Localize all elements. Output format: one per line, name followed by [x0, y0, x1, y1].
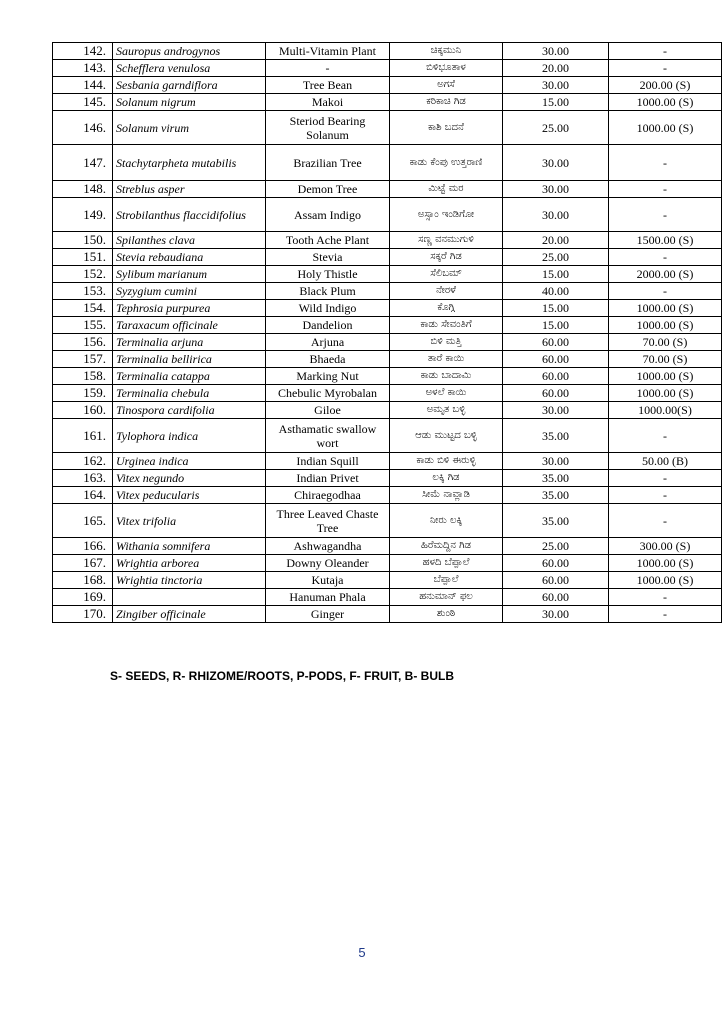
kannada-name: ಚಿಕ್ಕಮುನಿ — [390, 43, 503, 60]
table-row — [53, 334, 722, 351]
common-name: - — [266, 60, 390, 77]
plant-price: 35.00 — [503, 504, 609, 538]
plant-price: 15.00 — [503, 317, 609, 334]
botanical-name: Vitex negundo — [113, 470, 266, 487]
kannada-name: ಸೀಮೆ ನಾವ್ಲಾಡಿ — [390, 487, 503, 504]
row-number: 167. — [53, 555, 113, 572]
plant-price-table — [52, 42, 722, 623]
seed-price: - — [609, 470, 722, 487]
kannada-name: ಅಸ್ಸಾಂ ಇಂಡಿಗೋ — [390, 198, 503, 232]
table-row — [53, 572, 722, 589]
seed-price: 1000.00 (S) — [609, 94, 722, 111]
table-row — [53, 368, 722, 385]
common-name: Demon Tree — [266, 181, 390, 198]
plant-price: 25.00 — [503, 111, 609, 145]
seed-price: 300.00 (S) — [609, 538, 722, 555]
row-number: 151. — [53, 249, 113, 266]
kannada-name: ಕಾಡು ಕೆಂಪು ಉತ್ತರಾಣಿ — [390, 145, 503, 181]
plant-price: 30.00 — [503, 453, 609, 470]
botanical-name: Strobilanthus flaccidifolius — [113, 198, 266, 232]
plant-table-body — [53, 43, 722, 623]
botanical-name: Vitex peducularis — [113, 487, 266, 504]
botanical-name: Solanum nigrum — [113, 94, 266, 111]
botanical-name: Tylophora indica — [113, 419, 266, 453]
table-row — [53, 77, 722, 94]
kannada-name: ಲಕ್ಕಿ ಗಿಡ — [390, 470, 503, 487]
table-row — [53, 300, 722, 317]
table-row — [53, 385, 722, 402]
botanical-name: Syzygium cumini — [113, 283, 266, 300]
plant-price: 20.00 — [503, 60, 609, 77]
table-row — [53, 351, 722, 368]
common-name: Indian Squill — [266, 453, 390, 470]
row-number: 150. — [53, 232, 113, 249]
kannada-name: ಬಿಳಿ ಮತ್ತಿ — [390, 334, 503, 351]
kannada-name: ಆಡು ಮುಟ್ಟದ ಬಳ್ಳಿ — [390, 419, 503, 453]
plant-price: 60.00 — [503, 589, 609, 606]
kannada-name: ಕೊಗ್ಗಿ — [390, 300, 503, 317]
common-name: Hanuman Phala — [266, 589, 390, 606]
plant-price: 60.00 — [503, 555, 609, 572]
common-name: Dandelion — [266, 317, 390, 334]
kannada-name: ಕರಿಕಾಚಿ ಗಿಡ — [390, 94, 503, 111]
row-number: 166. — [53, 538, 113, 555]
botanical-name: Sesbania garndiflora — [113, 77, 266, 94]
table-row — [53, 538, 722, 555]
seed-price: 1000.00 (S) — [609, 368, 722, 385]
table-row — [53, 145, 722, 181]
common-name: Tooth Ache Plant — [266, 232, 390, 249]
botanical-name: Stevia rebaudiana — [113, 249, 266, 266]
table-row — [53, 487, 722, 504]
row-number: 163. — [53, 470, 113, 487]
common-name: Multi-Vitamin Plant — [266, 43, 390, 60]
botanical-name: Stachytarpheta mutabilis — [113, 145, 266, 181]
plant-price: 35.00 — [503, 487, 609, 504]
kannada-name: ಮಿಟ್ಟೆ ಮರ — [390, 181, 503, 198]
row-number: 155. — [53, 317, 113, 334]
table-row — [53, 232, 722, 249]
plant-price: 15.00 — [503, 300, 609, 317]
seed-price: - — [609, 60, 722, 77]
plant-price: 30.00 — [503, 181, 609, 198]
plant-price: 30.00 — [503, 606, 609, 623]
plant-price: 20.00 — [503, 232, 609, 249]
plant-price: 25.00 — [503, 249, 609, 266]
seed-price: 1000.00(S) — [609, 402, 722, 419]
plant-price: 40.00 — [503, 283, 609, 300]
row-number: 152. — [53, 266, 113, 283]
table-row — [53, 589, 722, 606]
table-row — [53, 198, 722, 232]
seed-price: 1000.00 (S) — [609, 385, 722, 402]
common-name: Ginger — [266, 606, 390, 623]
seed-price: 1500.00 (S) — [609, 232, 722, 249]
row-number: 142. — [53, 43, 113, 60]
kannada-name: ಹನುಮಾನ್ ಫಲ — [390, 589, 503, 606]
table-row — [53, 249, 722, 266]
kannada-name: ಕಾಶಿ ಬದನೆ — [390, 111, 503, 145]
common-name: Chiraegodhaa — [266, 487, 390, 504]
botanical-name: Wrightia arborea — [113, 555, 266, 572]
row-number: 154. — [53, 300, 113, 317]
plant-price: 60.00 — [503, 385, 609, 402]
kannada-name: ಅಮೃತ ಬಳ್ಳಿ — [390, 402, 503, 419]
table-row — [53, 419, 722, 453]
common-name: Arjuna — [266, 334, 390, 351]
table-row — [53, 111, 722, 145]
common-name: Holy Thistle — [266, 266, 390, 283]
seed-price: 2000.00 (S) — [609, 266, 722, 283]
row-number: 158. — [53, 368, 113, 385]
common-name: Three Leaved Chaste Tree — [266, 504, 390, 538]
seed-price: - — [609, 606, 722, 623]
kannada-name: ಅಗಸೆ — [390, 77, 503, 94]
row-number: 144. — [53, 77, 113, 94]
botanical-name: Sauropus androgynos — [113, 43, 266, 60]
common-name: Black Plum — [266, 283, 390, 300]
seed-price: 1000.00 (S) — [609, 300, 722, 317]
row-number: 156. — [53, 334, 113, 351]
kannada-name: ಹಳದಿ ಬೆಪ್ಪಾಲೆ — [390, 555, 503, 572]
plant-price: 15.00 — [503, 94, 609, 111]
common-name: Wild Indigo — [266, 300, 390, 317]
common-name: Downy Oleander — [266, 555, 390, 572]
common-name: Ashwagandha — [266, 538, 390, 555]
botanical-name: Terminalia chebula — [113, 385, 266, 402]
plant-price: 25.00 — [503, 538, 609, 555]
table-row — [53, 181, 722, 198]
table-row — [53, 43, 722, 60]
plant-price: 30.00 — [503, 43, 609, 60]
seed-price: - — [609, 249, 722, 266]
row-number: 157. — [53, 351, 113, 368]
kannada-name: ಕಾಡು ಬಾದಾಮಿ — [390, 368, 503, 385]
common-name: Brazilian Tree — [266, 145, 390, 181]
botanical-name: Taraxacum officinale — [113, 317, 266, 334]
row-number: 160. — [53, 402, 113, 419]
page-number: 5 — [358, 945, 366, 960]
row-number: 149. — [53, 198, 113, 232]
kannada-name: ಸಕ್ಕರೆ ಗಿಡ — [390, 249, 503, 266]
botanical-name: Terminalia catappa — [113, 368, 266, 385]
plant-price: 35.00 — [503, 470, 609, 487]
kannada-name: ಕಾಡು ಸೇವಂತಿಗೆ — [390, 317, 503, 334]
row-number: 153. — [53, 283, 113, 300]
botanical-name: Terminalia arjuna — [113, 334, 266, 351]
seed-price: - — [609, 198, 722, 232]
botanical-name: Terminalia bellirica — [113, 351, 266, 368]
row-number: 146. — [53, 111, 113, 145]
table-row — [53, 60, 722, 77]
common-name: Indian Privet — [266, 470, 390, 487]
plant-price: 30.00 — [503, 77, 609, 94]
kannada-name: ಬೆಪ್ಪಾಲೆ — [390, 572, 503, 589]
seed-price: 200.00 (S) — [609, 77, 722, 94]
common-name: Tree Bean — [266, 77, 390, 94]
row-number: 148. — [53, 181, 113, 198]
table-row — [53, 555, 722, 572]
seed-price: 70.00 (S) — [609, 351, 722, 368]
table-row — [53, 94, 722, 111]
common-name: Kutaja — [266, 572, 390, 589]
plant-price: 30.00 — [503, 402, 609, 419]
table-row — [53, 317, 722, 334]
table-row — [53, 283, 722, 300]
seed-price: - — [609, 419, 722, 453]
botanical-name: Sylibum marianum — [113, 266, 266, 283]
row-number: 145. — [53, 94, 113, 111]
row-number: 165. — [53, 504, 113, 538]
common-name: Assam Indigo — [266, 198, 390, 232]
kannada-name: ಕಾಡು ಬಿಳಿ ಈರುಳ್ಳಿ — [390, 453, 503, 470]
kannada-name: ಸೆಲಿಬಮ್ — [390, 266, 503, 283]
common-name: Asthamatic swallow wort — [266, 419, 390, 453]
kannada-name: ಬಿಳಿಭೂತಾಳ — [390, 60, 503, 77]
table-row — [53, 470, 722, 487]
kannada-name: ಹಿರೆಮದ್ದಿನ ಗಿಡ — [390, 538, 503, 555]
row-number: 147. — [53, 145, 113, 181]
common-name: Steriod Bearing Solanum — [266, 111, 390, 145]
botanical-name — [113, 589, 266, 606]
botanical-name: Tephrosia purpurea — [113, 300, 266, 317]
botanical-name: Spilanthes clava — [113, 232, 266, 249]
botanical-name: Solanum virum — [113, 111, 266, 145]
plant-price: 30.00 — [503, 198, 609, 232]
kannada-name: ತಾರೆ ಕಾಯಿ — [390, 351, 503, 368]
kannada-name: ಅಳಲೆ ಕಾಯಿ — [390, 385, 503, 402]
seed-price: 70.00 (S) — [609, 334, 722, 351]
plant-price: 60.00 — [503, 368, 609, 385]
seed-price: 50.00 (B) — [609, 453, 722, 470]
kannada-name: ನೀರು ಲಕ್ಕಿ — [390, 504, 503, 538]
common-name: Giloe — [266, 402, 390, 419]
legend-footnote: S- SEEDS, R- RHIZOME/ROOTS, P-PODS, F- FRUIT, B- BULB — [110, 669, 455, 683]
kannada-name: ಶುಂಠಿ — [390, 606, 503, 623]
table-row — [53, 606, 722, 623]
plant-price: 15.00 — [503, 266, 609, 283]
row-number: 168. — [53, 572, 113, 589]
seed-price: - — [609, 145, 722, 181]
table-row — [53, 402, 722, 419]
common-name: Marking Nut — [266, 368, 390, 385]
row-number: 143. — [53, 60, 113, 77]
botanical-name: Urginea indica — [113, 453, 266, 470]
plant-price: 30.00 — [503, 145, 609, 181]
table-row — [53, 266, 722, 283]
botanical-name: Zingiber officinale — [113, 606, 266, 623]
seed-price: 1000.00 (S) — [609, 111, 722, 145]
kannada-name: ನೇರಳೆ — [390, 283, 503, 300]
row-number: 162. — [53, 453, 113, 470]
seed-price: - — [609, 589, 722, 606]
botanical-name: Schefflera venulosa — [113, 60, 266, 77]
row-number: 159. — [53, 385, 113, 402]
table-row — [53, 504, 722, 538]
seed-price: - — [609, 487, 722, 504]
seed-price: - — [609, 181, 722, 198]
seed-price: - — [609, 283, 722, 300]
botanical-name: Withania somnifera — [113, 538, 266, 555]
row-number: 164. — [53, 487, 113, 504]
plant-price: 60.00 — [503, 351, 609, 368]
seed-price: - — [609, 43, 722, 60]
seed-price: 1000.00 (S) — [609, 572, 722, 589]
plant-price: 35.00 — [503, 419, 609, 453]
common-name: Bhaeda — [266, 351, 390, 368]
seed-price: 1000.00 (S) — [609, 555, 722, 572]
botanical-name: Wrightia tinctoria — [113, 572, 266, 589]
common-name: Chebulic Myrobalan — [266, 385, 390, 402]
botanical-name: Vitex trifolia — [113, 504, 266, 538]
kannada-name: ಸಣ್ಣ ವನಮುಗುಳಿ — [390, 232, 503, 249]
table-row — [53, 453, 722, 470]
row-number: 161. — [53, 419, 113, 453]
common-name: Makoi — [266, 94, 390, 111]
seed-price: - — [609, 504, 722, 538]
row-number: 169. — [53, 589, 113, 606]
botanical-name: Streblus asper — [113, 181, 266, 198]
seed-price: 1000.00 (S) — [609, 317, 722, 334]
plant-price: 60.00 — [503, 572, 609, 589]
plant-price: 60.00 — [503, 334, 609, 351]
row-number: 170. — [53, 606, 113, 623]
common-name: Stevia — [266, 249, 390, 266]
botanical-name: Tinospora cardifolia — [113, 402, 266, 419]
